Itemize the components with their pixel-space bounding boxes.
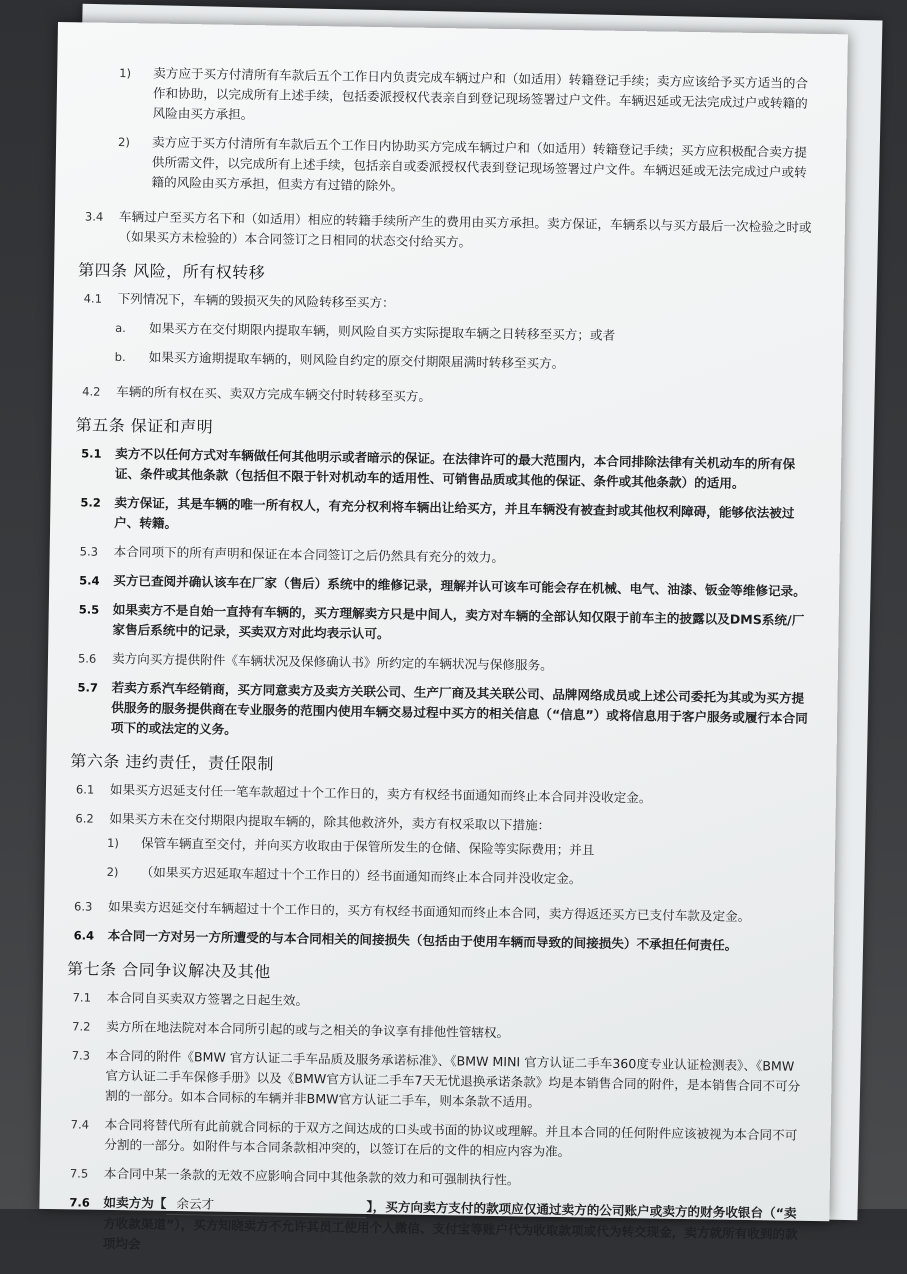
clause-text: 如果卖方迟延交付车辆超过十个工作日的，买方有权经书面通知而终止本合同，卖方得返还买方已支付车款及定金。 <box>107 898 751 924</box>
item-number: 1) <box>107 835 120 851</box>
section-7-title: 第七条 合同争议解决及其他 <box>66 959 271 982</box>
item-number: 2) <box>118 134 131 150</box>
item-number: 1) <box>119 65 132 81</box>
clause-number: 7.2 <box>72 1019 91 1034</box>
clause-text: 买方已查阅并确认该车在厂家（售后）系统中的维修记录，理解并认可该车可能会存在机械、电气、油漆、钣金等维修记录。 <box>113 572 806 599</box>
clause-5-1 <box>73 443 814 495</box>
clause-text: 车辆的所有权在买、卖双方完成车辆交付时转移至买方。 <box>116 383 432 404</box>
clause-number: 6.2 <box>75 811 94 826</box>
clause-text: 车辆过户至买方名下和（如适用）相应的转籍手续所产生的费用由买方承担。卖方保证，车辆系以与买方最后一次检验之时或（如果买方未检验的）本合同签订之日相同的状态交付给买方。 <box>118 208 812 250</box>
clause-7-2 <box>64 1016 804 1048</box>
clause-3-3-item-2 <box>77 131 818 203</box>
seller-name-field: 余云才 <box>166 1194 366 1218</box>
clause-number: 5.1 <box>81 446 102 461</box>
item-number: a. <box>115 320 127 336</box>
section-6-title: 第六条 违约责任，责任限制 <box>70 751 275 774</box>
clause-6-4 <box>65 925 805 957</box>
clause-text: 本合同将替代所有此前就合同标的于双方之间达成的口头或书面的协议或理解。并且本合同的任何附件应该被视为本合同不可分割的一部分。如附件与本合同条款相冲突的，以签订在后的文件的相应内容为准。 <box>104 1116 798 1160</box>
clause-5-3 <box>72 541 812 573</box>
clause-text: 下列情况下，车辆的毁损灭失的风险转移至买方： <box>117 290 395 311</box>
item-number: 2) <box>106 864 119 880</box>
clause-5-2 <box>72 492 813 544</box>
clause-7-1 <box>65 987 805 1019</box>
clause-text: 本合同中某一条款的无效不应影响合同中其他条款的效力和可强制执行性。 <box>103 1165 520 1188</box>
clause-5-4 <box>71 570 811 602</box>
clause-text: 】，买方向卖方支付的款项应仅通过卖方的公司账户或卖方的财务收银台（“卖方收款渠道”），买方知晓卖方不允许其员工使用个人微信、支付宝等账户代为收取款项或代为转交现金，卖方就所有收到的款项均会 <box>102 1198 798 1252</box>
item-number: b. <box>114 349 126 365</box>
section-4-title: 第四条 风险，所有权转移 <box>77 260 266 283</box>
clause-number: 5.5 <box>78 602 100 617</box>
clause-text: 卖方不以任何方式对车辆做任何其他明示或者暗示的保证。在法律许可的最大范围内，本合同排除法律有关机动车的所有保证、条件或其他条款（包括但不限于针对机动车的适用性、可销售品质或其他的保证、条件或其他条款）的适用。 <box>114 445 796 491</box>
item-text: 卖方应于买方付清所有车款后五个工作日内协助买方完成车辆过户和（如适用）转籍登记手续；买方应积极配合卖方提供所需文件，以完成所有上述手续，包括亲自或委派授权代表到登记现场签署过户文件。车辆迟延或无法完成过户或转籍的风险由买方承担，但卖方有过错的除外。 <box>151 134 808 194</box>
clause-6-1 <box>68 779 808 811</box>
clause-4-1-item-b <box>75 346 815 378</box>
clause-number: 7.1 <box>72 990 92 1005</box>
clause-prefix: 如卖方为【 <box>103 1194 167 1211</box>
clause-3-3-item-1 <box>78 62 819 134</box>
clause-7-4 <box>62 1114 803 1166</box>
clause-number: 5.7 <box>77 680 99 695</box>
clause-number: 5.3 <box>79 544 99 559</box>
clause-7-5 <box>62 1163 802 1195</box>
clause-4-1 <box>76 288 816 320</box>
clause-text: 本合同项下的所有声明和保证在本合同签订之后仍然具有充分的效力。 <box>113 543 505 566</box>
item-text: （如果买方迟延取车超过十个工作日的）经书面通知而终止本合同并没收定金。 <box>140 864 582 887</box>
clause-number: 6.1 <box>75 782 95 797</box>
clause-number: 7.3 <box>71 1048 91 1063</box>
contract-content <box>61 62 820 1273</box>
clause-number: 7.6 <box>69 1195 90 1210</box>
clause-number: 3.4 <box>84 209 104 224</box>
clause-text: 卖方向买方提供附件《车辆状况及保修确认书》所约定的车辆状况与保修服务。 <box>111 650 553 673</box>
clause-text: 卖方保证，其是车辆的唯一所有权人，有充分权利将车辆出让给买方，并且车辆没有被查封或其他权利障碍，能够依法被过户、转籍。 <box>114 494 795 531</box>
item-text: 保管车辆直至交付，并向买方收取由于保管所发生的仓储、保险等实际费用；并且 <box>140 835 595 858</box>
item-text: 如果买方在交付期限内提取车辆，则风险自买方实际提取车辆之日转移至买方；或者 <box>149 320 616 343</box>
clause-text: 若卖方系汽车经销商，买方同意卖方及卖方关联公司、生产厂商及其关联公司、品牌网络成员或上述公司委托为其或为买方提供服务的服务提供商在专业服务的范围内使用车辆交易过程中买方的相关信息（“信息”）或将信息用于客户服务或履行本合同项下的或法定的义务。 <box>110 679 808 737</box>
section-5-title: 第五条 保证和声明 <box>75 415 214 437</box>
clause-7-3 <box>63 1045 804 1117</box>
clause-5-7 <box>69 677 810 749</box>
clause-text: 卖方所在地法院对本合同所引起的或与之相关的争议享有排他性管辖权。 <box>106 1018 510 1041</box>
item-text: 卖方应于买方付清所有车款后五个工作日内负责完成车辆过户和（如适用）转籍登记手续；卖方应该给予买方适当的合作和协助，以完成所有上述手续，包括委派授权代表亲自到登记现场签署过户文件。车辆迟延或无法完成过户或转籍的风险由买方承担。 <box>152 65 809 123</box>
clause-number: 5.6 <box>77 651 97 666</box>
clause-text: 本合同的附件《BMW 官方认证二手车品质及服务承诺标准》、《BMW MINI 官方认证二手车360度专业认证检测表》、《BMW官方认证二手车保修手册》以及《BMW官方认证二手车7天无忧退换承诺条款》均是本销售合同的附件，是本销售合同不可分割的一部分。如本合同标的车辆并非BMW官方认证二手车，则本条款不适用。 <box>105 1047 801 1110</box>
clause-number: 4.2 <box>82 384 101 399</box>
clause-number: 7.5 <box>69 1166 89 1181</box>
clause-number: 6.4 <box>73 928 95 943</box>
contract-page <box>39 22 848 1252</box>
item-text: 如果买方逾期提取车辆的，则风险自约定的原交付期限届满时转移至买方。 <box>148 349 565 371</box>
clause-number: 6.3 <box>74 899 93 914</box>
clause-5-5 <box>70 599 811 651</box>
clause-number: 4.1 <box>83 291 103 306</box>
clause-4-1-item-a <box>75 317 815 349</box>
clause-5-6 <box>70 648 810 680</box>
clause-text: 如果买方未在交付期限内提取车辆的，除其他救济外，卖方有权采取以下措施： <box>109 810 551 833</box>
clause-text: 如果卖方不是自始一直持有车辆的，买方理解卖方只是中间人，卖方对车辆的全部认知仅限于前车主的披露以及DMS系统/厂家售后系统中的记录，买卖双方对此均表示认可。 <box>112 601 805 642</box>
clause-text: 本合同自买卖双方签署之日起生效。 <box>106 989 309 1009</box>
clause-number: 5.2 <box>80 495 101 510</box>
clause-number: 7.4 <box>70 1117 90 1132</box>
clause-text: 本合同一方对另一方所遭受的与本合同相关的间接损失（包括由于使用车辆而导致的间接损失）不承担任何责任。 <box>107 927 738 953</box>
clause-6-2-item-2 <box>67 861 807 893</box>
clause-text: 如果买方迟延支付任一笔车款超过十个工作日的，卖方有权经书面通知而终止本合同并没收定金。 <box>109 781 652 806</box>
clause-7-6 <box>61 1192 802 1265</box>
clause-number: 5.4 <box>79 573 100 588</box>
